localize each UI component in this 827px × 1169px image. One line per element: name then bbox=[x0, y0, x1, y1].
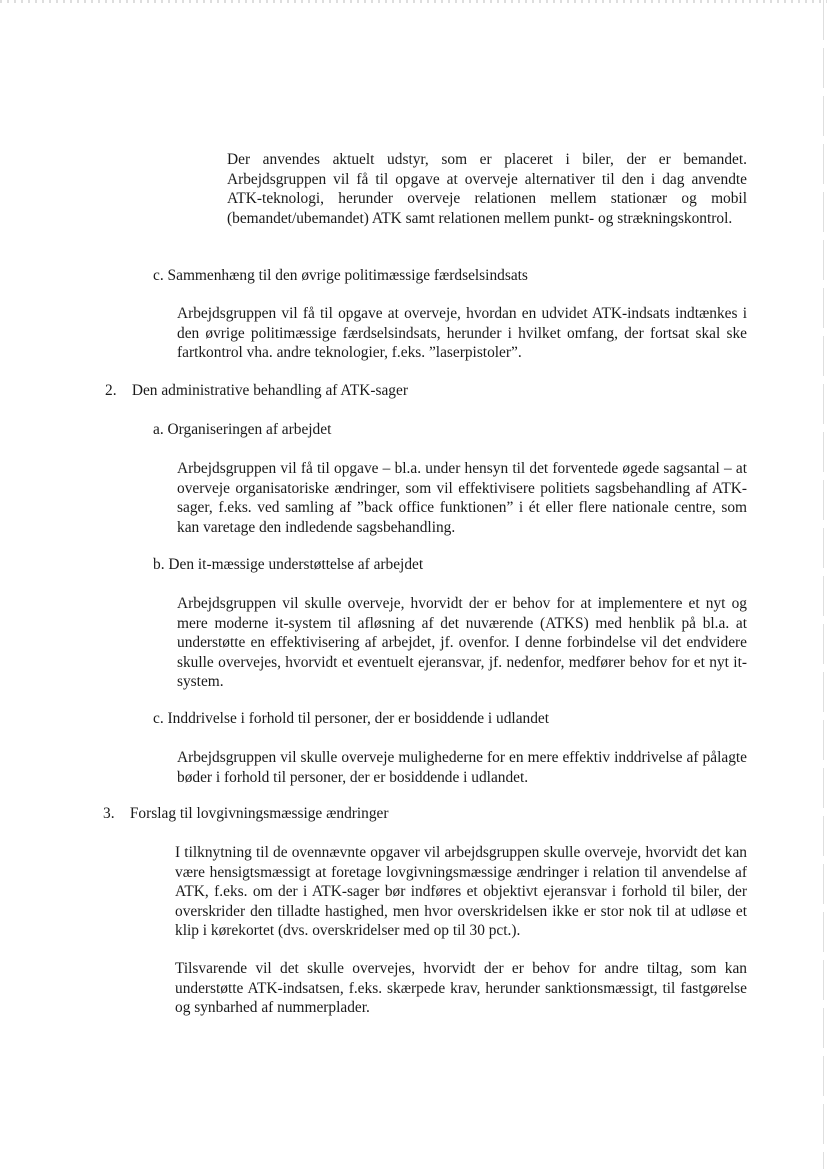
section-3-heading bbox=[103, 804, 389, 824]
subheading-c-collection bbox=[153, 709, 549, 729]
paragraph-organisation: Arbejdsgruppen vil få til opgave – bl.a. under hensyn til det forventede øgede sagsantal – at overveje organisatoriske ændringer, som vil effektivisere politiets sagsbehandling af ATK-sager, f.eks. ved samling af ”back office funktionen” i ét eller flere nationale centre, som kan varetage den indledende sagsbehandling. bbox=[177, 460, 747, 536]
subheading-text: Organiseringen af arbejdet bbox=[167, 421, 332, 438]
section-2-heading bbox=[105, 381, 408, 401]
paragraph-it-system: Arbejdsgruppen vil skulle overveje, hvorvidt der er behov for at implementere et nyt og mere moderne it-system til afløsning af det nuværende (ATKS) med henblik på bl.a. at understøtte en effektivisering af arbejdet, jf. ovenfor. I denne forbindelse vil det endvidere skulle overvejes, hvorvidt et eventuelt ejeransvar, jf. nedenfor, medfører behov for et nyt it-system. bbox=[177, 595, 747, 690]
subheading-c-coordination bbox=[153, 266, 528, 286]
scan-edge-top bbox=[0, 0, 827, 3]
subheading-label: a. bbox=[153, 421, 164, 438]
subheading-text: Den it-mæssige understøttelse af arbejdet bbox=[168, 556, 424, 573]
paragraph-collection: Arbejdsgruppen vil skulle overveje mulighederne for en mere effektiv inddrivelse af pålagte bøder i forhold til personer, der er bosiddende i udlandet. bbox=[177, 749, 747, 786]
paragraph-traffic-effort: Arbejdsgruppen vil få til opgave at overveje, hvordan en udvidet ATK-indsats indtænkes i den øvrige politimæssige færdselsindsats, herunder i hvilket omfang, der fortsat skal ske fartkontrol vha. andre teknologier, f.eks. ”laserpistoler”. bbox=[177, 305, 747, 361]
paragraph-equipment: Der anvendes aktuelt udstyr, som er placeret i biler, der er bemandet. Arbejdsgruppen vil få til opgave at overveje alternativer til den i dag anvendte ATK-teknologi, herunder overveje relationen mellem stationær og mobil (bemandet/ubemandet) ATK samt relationen mellem punkt- og strækningskontrol. bbox=[227, 151, 747, 227]
paragraph-other-measures: Tilsvarende vil det skulle overvejes, hvorvidt der er behov for andre tiltag, som kan understøtte ATK-indsatsen, f.eks. skærpede krav, herunder sanktionsmæssigt, til fastgørelse og synbarhed af nummerplader. bbox=[175, 960, 747, 1016]
subheading-label: c. bbox=[153, 267, 164, 284]
subheading-text: Inddrivelse i forhold til personer, der er bosiddende i udlandet bbox=[167, 710, 550, 727]
subheading-label: b. bbox=[153, 556, 165, 573]
paragraph-legislation: I tilknytning til de ovennævnte opgaver vil arbejdsgruppen skulle overveje, hvorvidt det kan være hensigtsmæssigt at foretage lovgivningsmæssige ændringer i relation til anvendelse af ATK, f.eks. om der i ATK-sager bør indføres et objektivt ejeransvar i forhold til biler, der overskrider den tilladte hastighed, men hvor overskridelsen ikke er stor nok til at udløse et klip i kørekortet (dvs. overskridelser med op til 30 pct.). bbox=[175, 844, 747, 939]
subheading-label: c. bbox=[153, 710, 164, 727]
subheading-b-it-support bbox=[153, 555, 423, 575]
section-title: Forslag til lovgivningsmæssige ændringer bbox=[129, 805, 389, 822]
scan-edge-right bbox=[823, 0, 824, 1169]
subheading-a-organisation bbox=[153, 420, 331, 440]
subheading-text: Sammenhæng til den øvrige politimæssige færdselsindsats bbox=[167, 267, 528, 284]
section-number: 2. bbox=[105, 382, 117, 399]
section-number: 3. bbox=[103, 805, 115, 822]
section-title: Den administrative behandling af ATK-sager bbox=[131, 382, 408, 399]
